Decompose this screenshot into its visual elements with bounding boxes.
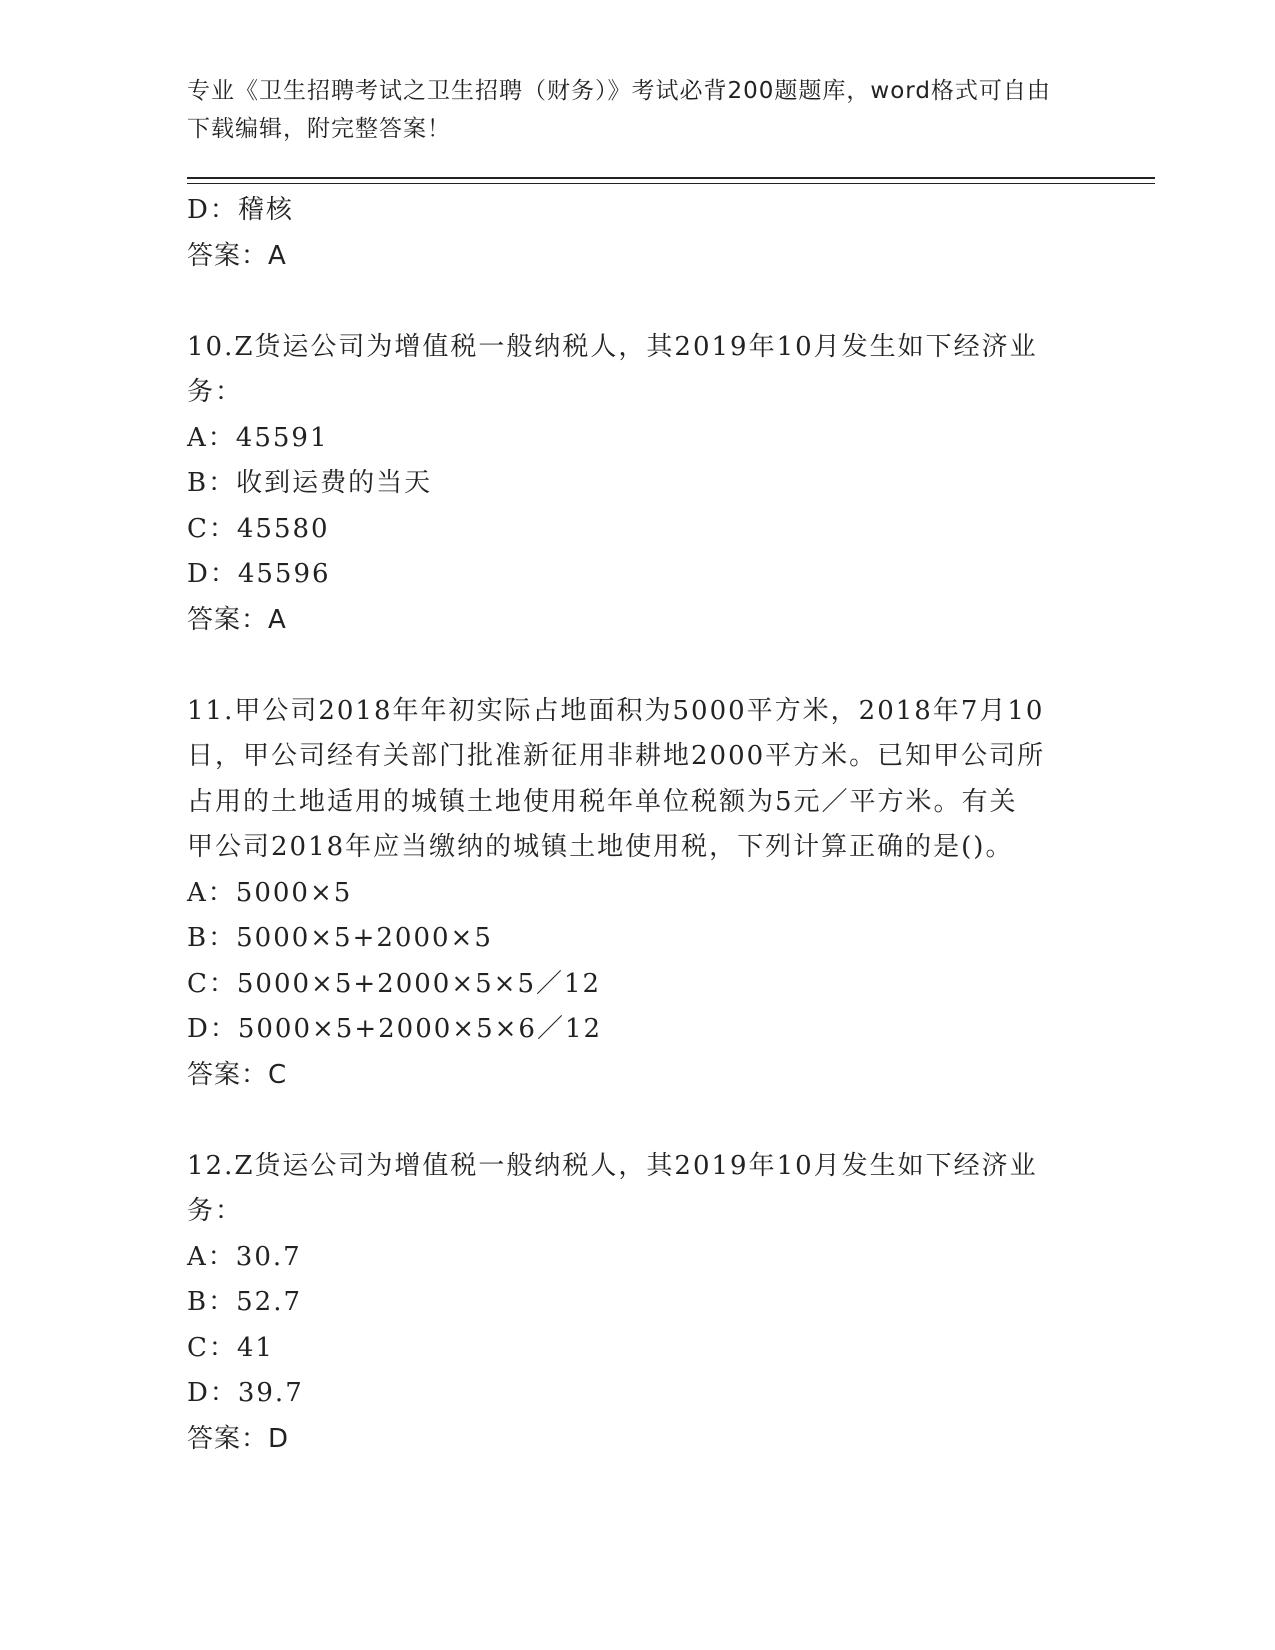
question-10 (187, 325, 1087, 644)
option-b: B：5000×5+2000×5 (187, 923, 493, 953)
header-text: 专业《卫生招聘考试之卫生招聘（财务）》考试必背200题题库，word格式可自由下载编辑，附完整答案！ (187, 78, 1051, 142)
question-stem-line: 日，甲公司经有关部门批准新征用非耕地2000平方米。已知甲公司所 (187, 741, 1046, 771)
spacer (187, 279, 1087, 325)
question-stem-line: 占用的土地适用的城镇土地使用税年单位税额为5元／平方米。有关 (187, 786, 1018, 817)
spacer (187, 1098, 1087, 1144)
option-b: B：52.7 (187, 1287, 302, 1317)
question-stem-line: 11.甲公司2018年年初实际占地面积为5000平方米，2018年7月10 (187, 695, 1045, 726)
question-12 (187, 1144, 1087, 1463)
option-d-fragment: D：稽核 (187, 195, 294, 225)
header-rule-thick (187, 177, 1155, 179)
answer-line: 答案：C (187, 1059, 288, 1090)
question-list (187, 188, 1087, 1462)
option-a: A：5000×5 (187, 877, 353, 908)
question-stem-line: 12.Z货运公司为增值税一般纳税人，其2019年10月发生如下经济业 (187, 1150, 1038, 1181)
option-d: D：5000×5+2000×5×6／12 (187, 1014, 603, 1044)
option-b: B：收到运费的当天 (187, 468, 433, 498)
question-stem-line: 务： (187, 1196, 244, 1226)
option-c: C：5000×5+2000×5×5／12 (187, 968, 602, 999)
option-c: C：41 (187, 1332, 274, 1363)
option-d: D：39.7 (187, 1378, 304, 1408)
question-11 (187, 689, 1087, 1099)
spacer (187, 643, 1087, 689)
answer-line: 答案：D (187, 1423, 290, 1454)
header-rule-thin (187, 183, 1155, 184)
question-stem-line: 务： (187, 377, 244, 407)
document-header (187, 72, 1067, 148)
answer-line: 答案：A (187, 604, 287, 635)
question-stem-line: 10.Z货运公司为增值税一般纳税人，其2019年10月发生如下经济业 (187, 331, 1038, 362)
option-a: A：45591 (187, 422, 329, 453)
question-stem-line: 甲公司2018年应当缴纳的城镇土地使用税，下列计算正确的是()。 (187, 832, 1014, 862)
answer-fragment: 答案：A (187, 240, 287, 271)
option-a: A：30.7 (187, 1241, 302, 1272)
option-c: C：45580 (187, 513, 330, 544)
option-d: D：45596 (187, 559, 331, 589)
